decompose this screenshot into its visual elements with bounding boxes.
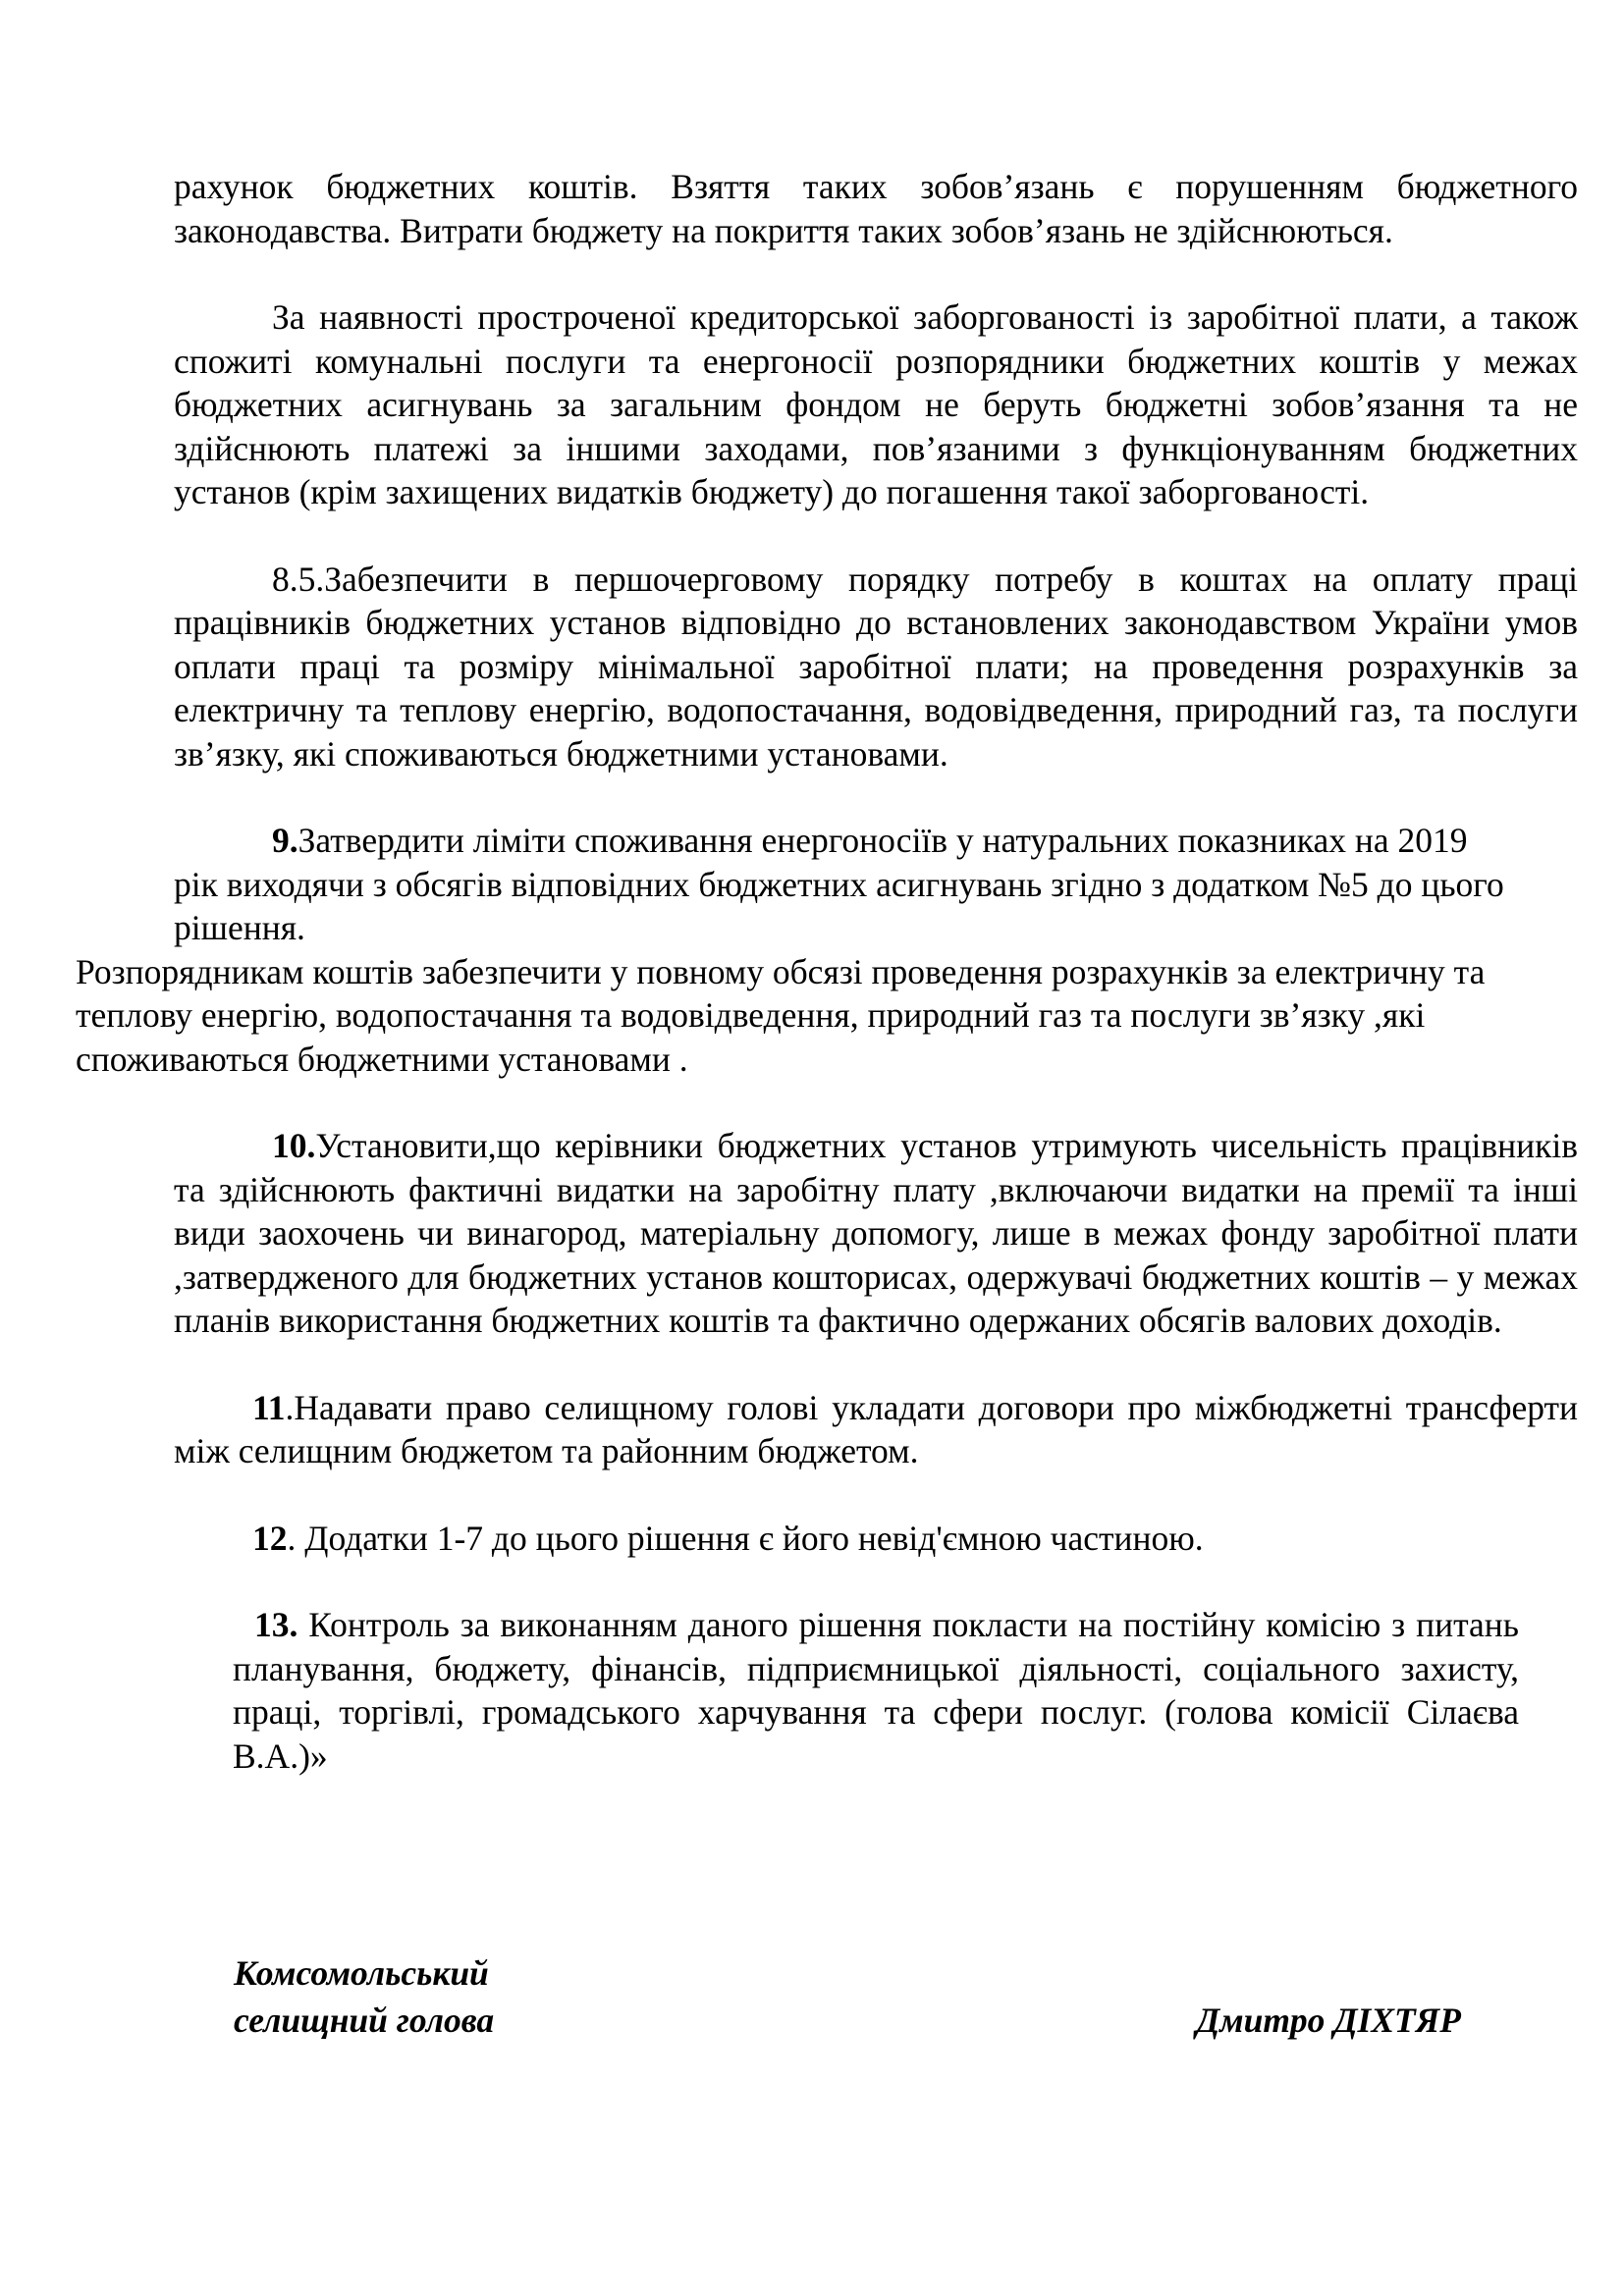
- paragraph-number: 9.: [272, 821, 298, 860]
- paragraph-liabilities: [174, 165, 1578, 252]
- paragraph-text-continuation: Розпорядникам коштів забезпечити у повному обсязі проведення розрахунків за електричну та теплову енергію, водопостачання та водовідведення, природний газ та послуги зв’язку ,які споживаються бюджетними установами .: [76, 951, 1486, 1079]
- paragraph-11: [174, 1386, 1578, 1473]
- paragraph-text: 8.5.Забезпечити в першочерговому порядку потребу в коштах на оплату праці працівників бюджетних установ відповідно до встановлених законодавством України умов оплати праці та розміру мінімальної заробітної плати; на проведення розрахунків за електричну та теплову енергію, водопостачання, водовідведення, природний газ, та послуги зв’язку, які споживаються бюджетними установами.: [174, 559, 1578, 774]
- paragraph-8-5: [174, 558, 1578, 776]
- paragraph-number: 12: [252, 1518, 288, 1558]
- paragraph-10: [174, 1124, 1578, 1343]
- paragraph-text: . Додатки 1-7 до цього рішення є його невід'ємною частиною.: [287, 1518, 1204, 1558]
- signatory-title-line1: Комсомольський: [234, 1953, 489, 1993]
- document-body: [76, 165, 1578, 1821]
- paragraph-text: .Надавати право селищному голові укладати договори про міжбюджетні трансферти між селищним бюджетом та районним бюджетом.: [174, 1387, 1578, 1470]
- paragraph-text: Контроль за виконанням даного рішення покласти на постійну комісію з питань планування, бюджету, фінансів, підприємницької діяльності, соціального захисту, праці, торгівлі, громадського харчування та сфери послуг. (голова комісії Сілаєва В.А.)»: [233, 1605, 1519, 1776]
- paragraph-number: 10.: [272, 1126, 316, 1165]
- paragraph-9: [76, 819, 1578, 1081]
- signature-block: [234, 1949, 1510, 2044]
- paragraph-number: 13.: [254, 1605, 298, 1644]
- paragraph-text: рахунок бюджетних коштів. Взяття таких зобов’язань є порушенням бюджетного законодавства. Витрати бюджету на покриття таких зобов’язань не здійснюються.: [174, 167, 1578, 250]
- paragraph-text: За наявності простроченої кредиторської заборгованості із заробітної плати, а також спожиті комунальні послуги та енергоносії розпорядники бюджетних коштів у межах бюджетних асигнувань за загальним фондом не беруть бюджетні зобов’язання та не здійснюють платежі за іншими заходами, пов’язаними з функціонуванням бюджетних установ (крім захищених видатків бюджету) до погашення такої заборгованості.: [174, 297, 1578, 511]
- paragraph-13: [233, 1603, 1519, 1778]
- signatory-title-line2: селищний голова: [234, 2001, 495, 2040]
- paragraph-12: [174, 1517, 1578, 1561]
- paragraph-number: 11: [252, 1387, 286, 1427]
- paragraph-overdue-debt: [174, 295, 1578, 514]
- signatory-name: Дмитро ДІХТЯР: [1196, 2001, 1461, 2040]
- paragraph-text: Установити,що керівники бюджетних установ утримують чисельність працівників та здійснюють фактичні видатки на заробітну плату ,включаючи видатки на премії та інші види заохочень чи винагород, матеріальну допомогу, лише в межах фонду заробітної плати ,затвердженого для бюджетних установ кошторисах, одержувачі бюджетних коштів – у межах планів використання бюджетних коштів та фактично одержаних обсягів валових доходів.: [174, 1126, 1578, 1340]
- paragraph-text: Затвердити ліміти споживання енергоносіїв у натуральних показниках на 2019 рік виходячи з обсягів відповідних бюджетних асигнувань згідно з додатком №5 до цього рішення.: [174, 821, 1504, 947]
